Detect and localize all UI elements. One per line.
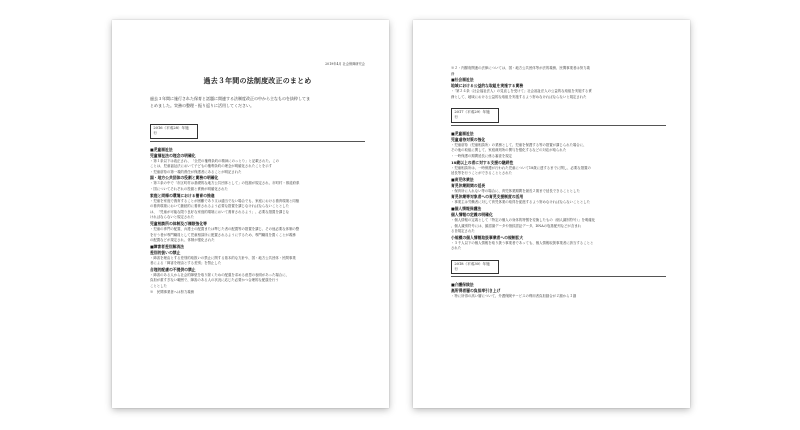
body-line: ・「第２４条（社会福祉法人）の見直しを受けて」社会福祉法人の公益的な取組を実施する責 — [451, 89, 592, 94]
body-line: ・第１条以下は改正され、「全児の権利条約の精神にのっとり」と記載された。この — [150, 158, 280, 163]
body-line: ければならないと規定された — [150, 215, 195, 220]
body-line: ・障害のある人から社会的障壁を取り除くための配慮を求める意思の表明があった場合に、 — [150, 272, 289, 277]
page-content — [150, 61, 365, 295]
intro-paragraph — [150, 96, 365, 109]
body-line: ・国についてそれぞれの役割と責務が明確化された — [150, 186, 228, 191]
body-line: 、個人識別符号には、顔認識データや指紋認証データ、DNAの塩基配列などが含まれ — [451, 223, 581, 228]
body-line: こととした — [150, 284, 167, 289]
section-gap — [451, 252, 666, 255]
subheading: 児童虐待対策の強化 — [451, 136, 486, 142]
intro-line: とめました。実務の整理・振り返りに活用してください。 — [150, 102, 254, 108]
body-line: ことは、児童福祉法において子どもの権利条約の理念が明確化されたことを示す — [150, 164, 273, 169]
subheading: 児童相談所の体制及び権限強化等 — [150, 220, 207, 226]
page-content — [451, 66, 666, 300]
subheading: 地域における公益的な取組を実施する責務 — [451, 83, 524, 89]
subheading: 個人情報の定義の明確化 — [451, 211, 493, 217]
body-line: ・障害を理由とする差別的取扱いの禁止に関する基本的な方針や、国・地方公共団体・民間事業 — [150, 255, 296, 260]
subheading: 差別的扱いの禁止 — [150, 249, 181, 255]
body-line: 務として、地域における公益的な取組を実施するよう努めなければならないと規定された — [451, 94, 587, 99]
body-line: ・保育所に入れない等の場合に、育児休業期間を最長２歳まで延長できることとした — [451, 188, 580, 193]
body-line: ・児童虐待（児童相談所）の業務として、児童を保護する等の措置が講じられた場合に、 — [451, 142, 587, 147]
intro-line: 過去３年間に施行された保育と話題に関連する法制度改正の中から主なものを抜粋してま — [150, 96, 310, 101]
body-line: 負担が重すぎない範囲で、障害のある人の状況に応じた必要かつ合理的な配慮を行う — [150, 278, 279, 283]
body-line: の配置などが規定され、体制が強化された — [150, 238, 215, 243]
subheading: 合理的配慮の不提供の禁止 — [150, 266, 196, 272]
body-line: 務 — [451, 71, 455, 76]
section-body — [451, 66, 666, 300]
body-line: ※２・内閣府関連の法律については、国・地方公共団体等が法的義務、民間事業者は努力義 — [451, 66, 590, 70]
body-line: された — [451, 246, 462, 251]
year-label: 2016（平成28）年施行 — [150, 124, 198, 139]
body-line: ・一時保護の期間延長に係る審査を規定 — [451, 153, 513, 158]
dateline: 2019年4月 社会保障研究会 — [325, 62, 365, 66]
year-label: 2017（平成29）年施行 — [451, 108, 499, 123]
body-line: 者による「障害を理由とする差別」を禁止した — [150, 261, 222, 266]
section-gap — [451, 100, 666, 103]
year-label: 2018（平成30）年施行 — [451, 260, 499, 275]
section-rule — [451, 125, 666, 126]
body-line: ・個人情報の定義として「特定の個人の身体的特徴を変換したもの（個人識別符号）」を明確化 — [451, 217, 596, 222]
body-line: を行う者が専門職員として児童相談所に配置されるようにするため、専門職員を置くことが義務 — [150, 232, 296, 237]
law-category: ■児童福祉法 — [451, 130, 474, 136]
document-page-left — [112, 20, 389, 408]
subheading: 高所得者層の負担率引き上げ — [451, 288, 501, 294]
law-category: ■児童福祉法 — [150, 146, 173, 152]
section-body — [150, 147, 365, 296]
body-line: ※ 民間事業者へは努力義務 — [150, 289, 195, 294]
law-category: ■介護保険法 — [451, 282, 474, 288]
subheading: 小規模の個人情報取扱事業者への規制拡大 — [451, 234, 524, 240]
body-line: ・児童の専門の配置、弁護士の配置または準じた者の配置等の措置を講じ、その他必要な体制の整 — [150, 226, 300, 231]
section-rule — [150, 141, 365, 142]
body-line: ・事業主は労働者に対して育児休業の取得を促進するよう努めなければならないこととした — [451, 200, 591, 205]
subheading: 児童福祉法の理念の明確化 — [150, 152, 196, 158]
body-line: は、「児童が可能な限り良好な家庭的環境において養育されるよう」、必要な措置を講じな — [150, 209, 290, 214]
law-category: ■育児休業法 — [451, 176, 474, 182]
body-line: その他の取組に関して、家庭裁判所の関与を強化するなどの対応が取られた — [451, 148, 567, 153]
body-line: ・児童を家庭で養育することが困難であり又は適当でない場合でも、家庭における養育環境と同様 — [150, 198, 300, 203]
body-line: ・児童虐待の第一義的責任が保護者にあることが明記された — [150, 169, 242, 174]
document-page-right — [413, 20, 690, 408]
body-line: ・５千人以下の個人情報を取り扱う事業者であっても、個人情報取扱事業者に該当することと — [451, 240, 594, 245]
law-category: ■障害者差別解消法 — [150, 243, 184, 249]
body-line: ・第３条の中で「市区町村は基礎的な地方公共団体として」の役割が規定され、市町村・都道府県 — [150, 181, 300, 186]
body-line: ・児童相談所は、一時保護が行われた児童について18歳に達するまでに関し、必要な措置の — [451, 165, 591, 170]
subheading: 育児休業期間の延長 — [451, 182, 486, 188]
document-title: 過去３年間の法制度改正のまとめ — [203, 76, 312, 85]
body-line: る旨規定された — [451, 229, 475, 234]
section-rule — [451, 276, 666, 277]
subheading: 育児休業等対象者への育児支援制度の活用 — [451, 194, 524, 200]
subheading: 家庭と同様の環境における養育の推進 — [150, 192, 215, 198]
body-line: ・特に所得の高い層について、介護保険サービスの利用者負担割合が２割から３割 — [451, 294, 577, 299]
body-line: の養育環境において継続的に養育されるよう必要な措置を講じなければならないこととした — [150, 204, 290, 209]
law-category: ■個人情報保護法 — [451, 205, 482, 211]
law-category: ■社会福祉法 — [451, 77, 474, 83]
subheading: 国・地方公共団体の役割と責務の明確化 — [150, 175, 219, 181]
subheading: 18歳以上の者に対する支援の継続性 — [451, 159, 514, 165]
body-line: 延長等を行うことができることとされた — [451, 171, 513, 176]
